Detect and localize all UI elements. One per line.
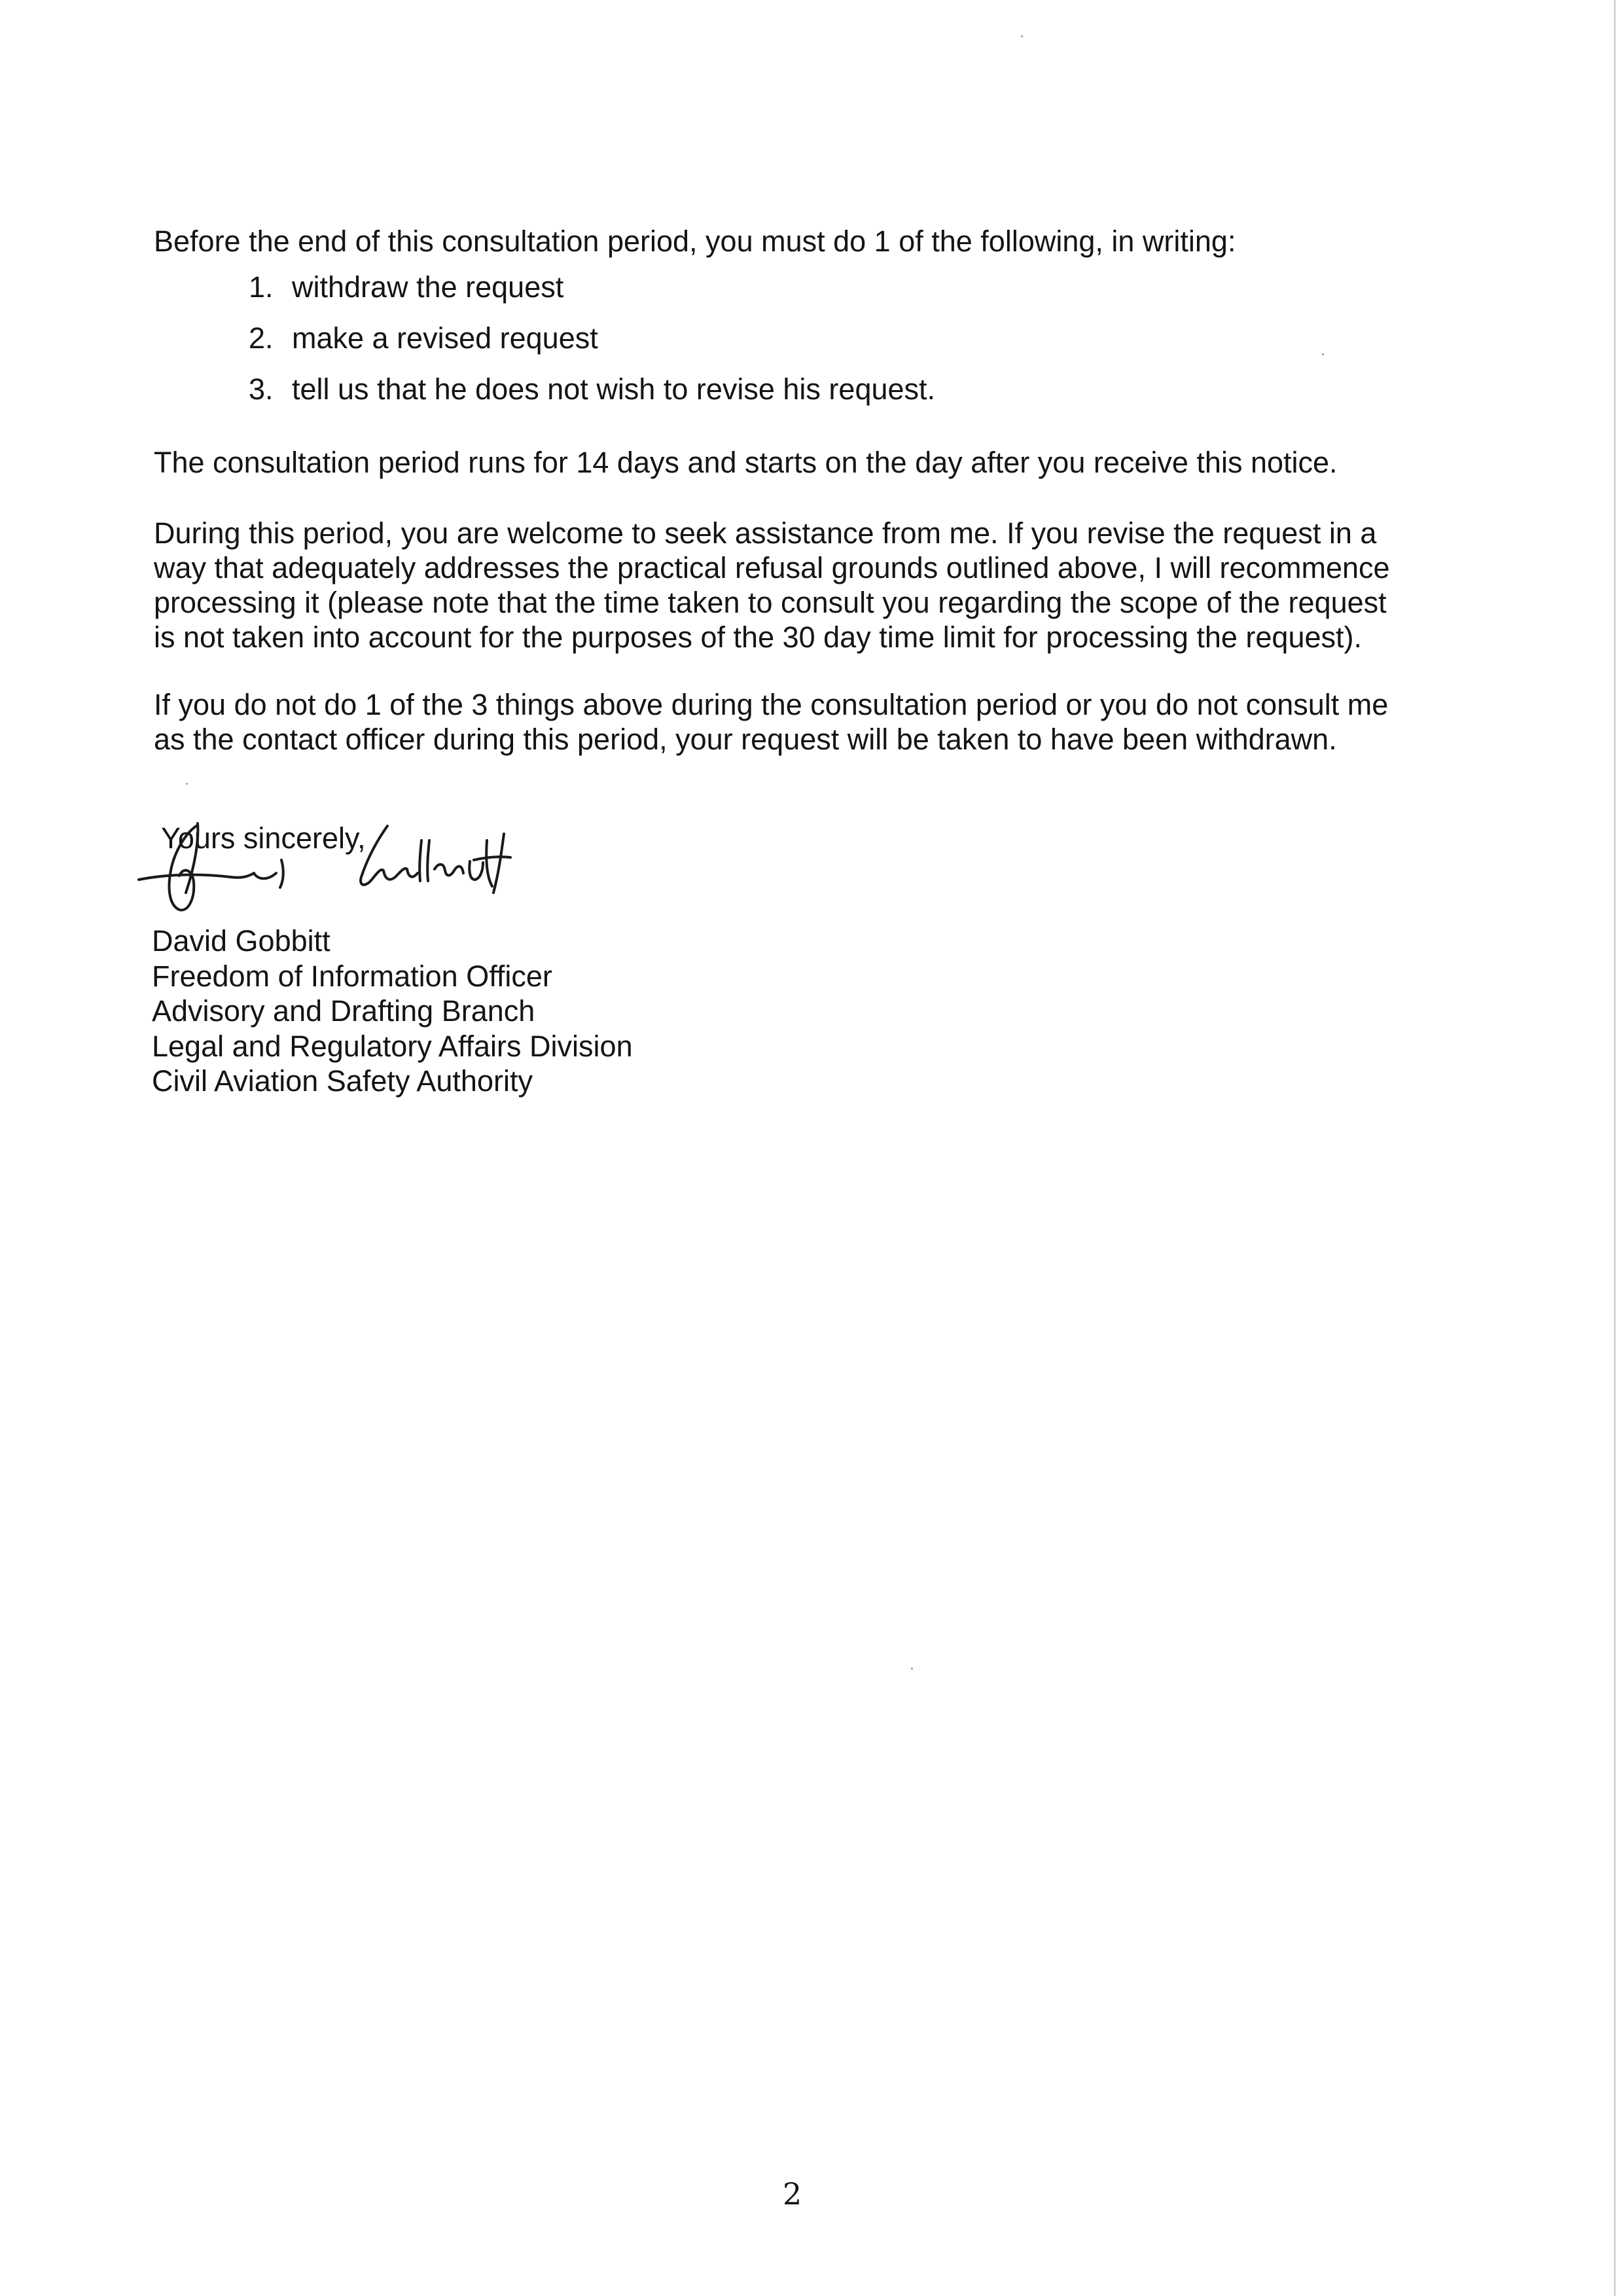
handwritten-signature [113, 814, 584, 919]
list-item [249, 372, 935, 423]
paragraph-line: as the contact officer during this period, your request will be taken to have been withdrawn. [154, 723, 1337, 756]
signatory-title: Freedom of Information Officer [152, 959, 552, 993]
list-text: make a revised request [292, 321, 598, 355]
signatory-organisation: Civil Aviation Safety Authority [152, 1064, 533, 1098]
paragraph-line: During this period, you are welcome to seek assistance from me. If you revise the request in a [154, 516, 1377, 550]
list-number: 1. [249, 270, 274, 304]
list-item [249, 270, 935, 321]
scan-edge [1614, 0, 1616, 2296]
list-text: tell us that he does not wish to revise his request. [292, 372, 936, 406]
intro-text: Before the end of this consultation period, you must do 1 of the following, in writing: [154, 224, 1236, 258]
signatory-division: Legal and Regulatory Affairs Division [152, 1029, 633, 1063]
assistance-paragraph [154, 516, 1463, 655]
scan-speck [1322, 353, 1324, 355]
options-list [249, 270, 935, 423]
signatory-details [152, 924, 633, 1099]
list-number: 3. [249, 372, 274, 406]
scan-speck [1021, 35, 1023, 37]
scan-speck [186, 783, 188, 785]
signatory-name: David Gobbitt [152, 924, 330, 958]
page-number: 2 [783, 2176, 802, 2212]
signatory-branch: Advisory and Drafting Branch [152, 994, 535, 1028]
list-text: withdraw the request [292, 270, 564, 304]
list-number: 2. [249, 321, 274, 355]
salutation: Yours sincerely, [161, 821, 366, 855]
withdrawal-paragraph [154, 687, 1463, 757]
list-item [249, 321, 935, 372]
paragraph-line: is not taken into account for the purposes of the 30 day time limit for processing the request). [154, 620, 1362, 654]
paragraph-line: processing it (please note that the time taken to consult you regarding the scope of the request [154, 586, 1387, 619]
paragraph-line: If you do not do 1 of the 3 things above during the consultation period or you do not consult me [154, 688, 1389, 721]
scan-speck [911, 1668, 913, 1670]
consultation-period-text: The consultation period runs for 14 days and starts on the day after you receive this notice. [154, 446, 1338, 479]
paragraph-line: way that adequately addresses the practical refusal grounds outlined above, I will recommence [154, 551, 1390, 584]
